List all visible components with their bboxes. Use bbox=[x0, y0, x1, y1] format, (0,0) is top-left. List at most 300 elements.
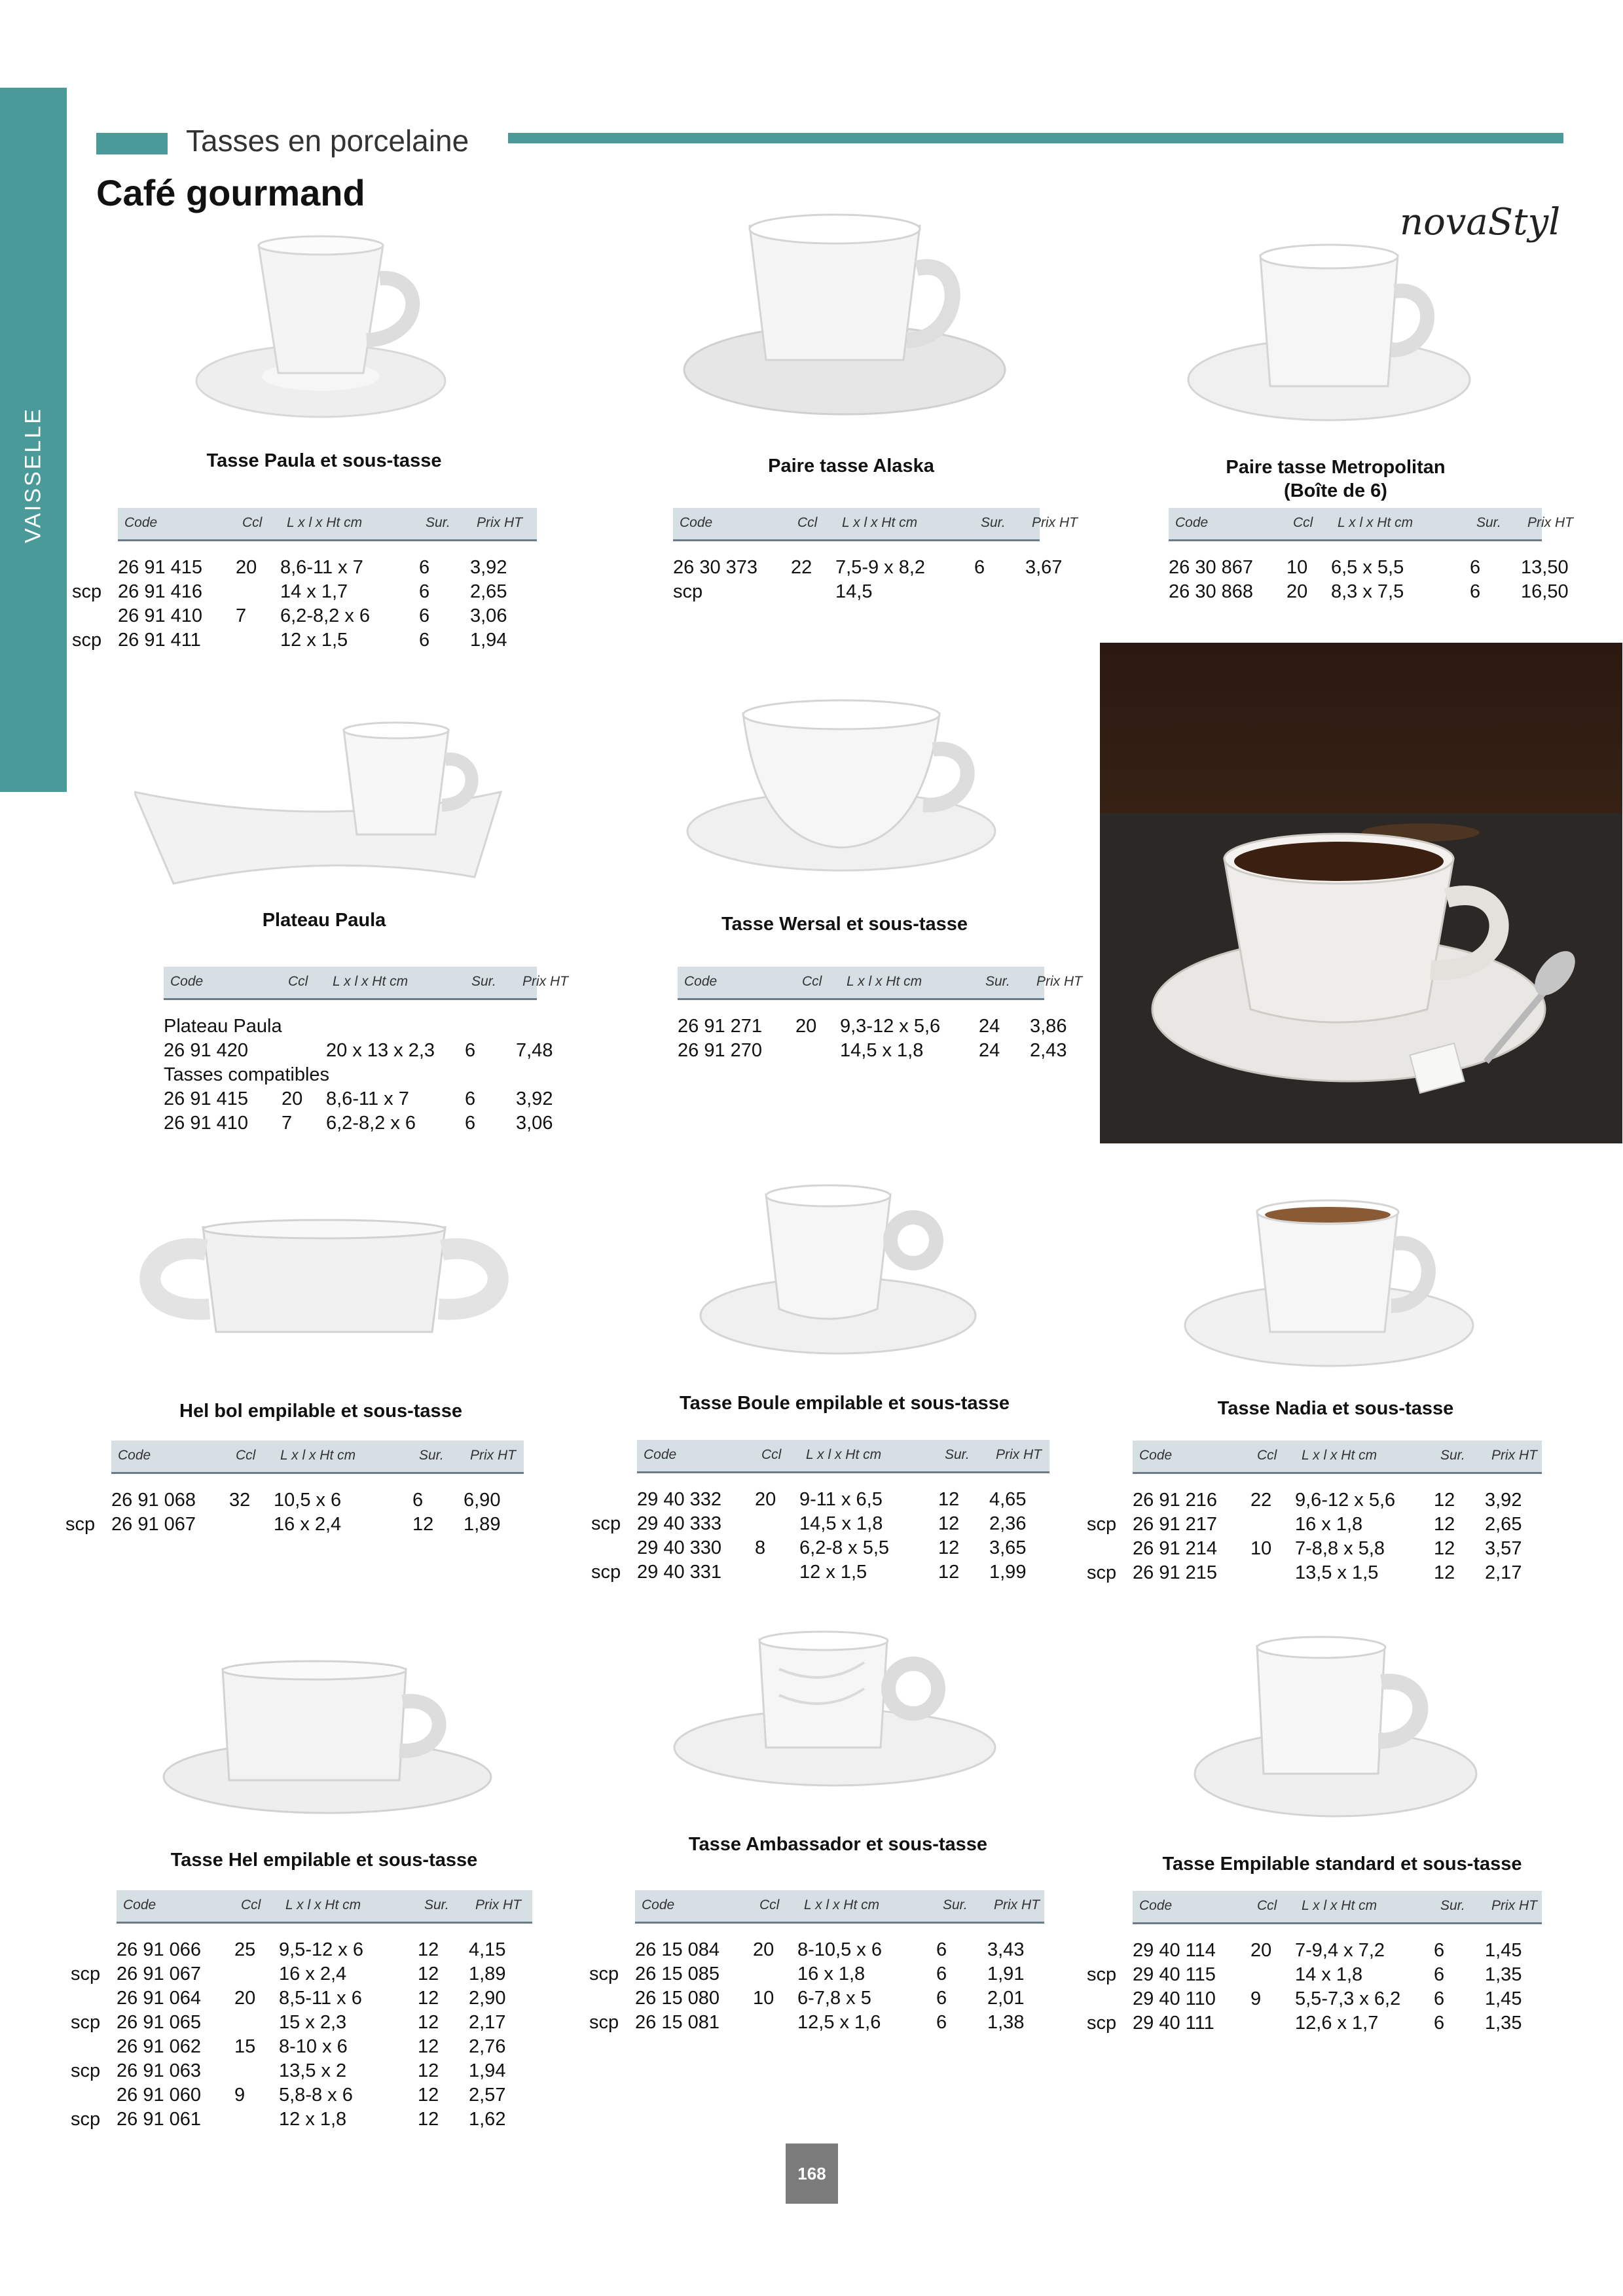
column-header-prix: Prix HT bbox=[1491, 1448, 1537, 1463]
table-row bbox=[71, 2035, 532, 2059]
cell-dims: 13,5 x 2 bbox=[279, 2060, 347, 2081]
column-header-dims: L x l x Ht cm bbox=[1338, 515, 1413, 530]
cell-sur: 24 bbox=[979, 1040, 1000, 1061]
cell-dims: 14 x 1,8 bbox=[1295, 1964, 1363, 1985]
cell-dims: 12 x 1,5 bbox=[280, 630, 348, 651]
cell-prix: 4,65 bbox=[989, 1489, 1027, 1510]
column-header-ccl: Ccl bbox=[1293, 515, 1313, 530]
cell-code: 26 91 411 bbox=[118, 630, 201, 651]
product-title: Tasse Wersal et sous-tasse bbox=[721, 914, 968, 935]
price-table bbox=[71, 1890, 532, 2132]
column-header-sur: Sur. bbox=[1440, 1448, 1465, 1463]
cell-prix: 2,01 bbox=[987, 1988, 1025, 2009]
cell-code: 26 15 084 bbox=[635, 1939, 720, 1960]
cell-sur: 6 bbox=[465, 1088, 476, 1109]
column-header-dims: L x l x Ht cm bbox=[280, 1448, 356, 1463]
column-header-sur: Sur. bbox=[471, 974, 496, 989]
cell-sur: 12 bbox=[1434, 1562, 1455, 1583]
cell-dims: 12,5 x 1,6 bbox=[797, 2012, 881, 2033]
table-row bbox=[118, 1111, 553, 1136]
cell-dims: 6,2-8,2 x 6 bbox=[280, 605, 371, 626]
cell-dims: 16 x 1,8 bbox=[797, 1964, 866, 1984]
cell-ccl: 9 bbox=[234, 2085, 246, 2106]
table-header bbox=[678, 967, 1082, 1000]
cell-dims: 9,5-12 x 6 bbox=[279, 1939, 363, 1960]
table-row bbox=[65, 1488, 524, 1513]
cell-dims: 12,6 x 1,7 bbox=[1295, 2013, 1379, 2034]
column-header-code: Code bbox=[123, 1897, 156, 1912]
cell-prix: 3,43 bbox=[987, 1939, 1025, 1960]
cell-prix: 3,65 bbox=[989, 1537, 1027, 1558]
column-header-ccl: Ccl bbox=[1257, 1898, 1277, 1913]
side-tab-label: VAISSELLE bbox=[20, 406, 46, 543]
cell-code: 26 91 067 bbox=[111, 1514, 196, 1535]
cell-dims: 8,6-11 x 7 bbox=[326, 1088, 409, 1109]
cell-dims: 14,5 bbox=[835, 581, 873, 602]
product-photo-wersal bbox=[681, 694, 1008, 890]
cell-code: 26 91 060 bbox=[117, 2085, 202, 2106]
table-header bbox=[1133, 1891, 1542, 1924]
scp-marker: scp bbox=[589, 1964, 619, 1984]
cell-prix: 1,91 bbox=[987, 1964, 1025, 1984]
cell-prix: 6,90 bbox=[464, 1490, 501, 1511]
column-header-code: Code bbox=[124, 515, 158, 530]
column-header-code: Code bbox=[1139, 1898, 1173, 1913]
column-header-sur: Sur. bbox=[945, 1447, 970, 1462]
column-header-prix: Prix HT bbox=[1527, 515, 1573, 530]
table-row bbox=[71, 1938, 532, 1962]
table-row bbox=[589, 1986, 1044, 2011]
product-title: Tasse Nadia et sous-tasse bbox=[1217, 1398, 1454, 1419]
cell-sur: 12 bbox=[418, 2012, 439, 2033]
table-row bbox=[589, 1962, 1044, 1986]
cell-sur: 6 bbox=[419, 557, 430, 578]
column-header-sur: Sur. bbox=[426, 515, 450, 530]
column-header-prix: Prix HT bbox=[994, 1897, 1040, 1912]
cell-code: 26 91 216 bbox=[1133, 1490, 1218, 1511]
cell-sur: 12 bbox=[418, 1988, 439, 2009]
table-row bbox=[1087, 1513, 1542, 1537]
cell-prix: 3,92 bbox=[516, 1088, 553, 1109]
table-header bbox=[1169, 508, 1573, 541]
table-header bbox=[164, 967, 568, 1000]
column-header-prix: Prix HT bbox=[1032, 515, 1078, 530]
cell-prix: 1,94 bbox=[470, 630, 507, 651]
price-table bbox=[1087, 1441, 1542, 1585]
product-title: Paire tasse Alaska bbox=[768, 456, 934, 476]
cell-dims: 13,5 x 1,5 bbox=[1295, 1562, 1379, 1583]
product-title: Tasse Boule empilable et sous-tasse bbox=[680, 1393, 1010, 1414]
cell-prix: 1,89 bbox=[469, 1964, 506, 1984]
cell-sur: 6 bbox=[974, 557, 985, 578]
table-row bbox=[72, 628, 537, 653]
cell-code: 29 40 330 bbox=[637, 1537, 722, 1558]
column-header-ccl: Ccl bbox=[288, 974, 308, 989]
table-row bbox=[71, 1986, 532, 2011]
cell-sur: 12 bbox=[418, 1939, 439, 1960]
column-header-ccl: Ccl bbox=[236, 1448, 256, 1463]
cell-dims: 8-10,5 x 6 bbox=[797, 1939, 882, 1960]
column-header-sur: Sur. bbox=[981, 515, 1006, 530]
cell-dims: 7-9,4 x 7,2 bbox=[1295, 1940, 1385, 1961]
cell-code: 26 91 415 bbox=[118, 557, 203, 578]
cell-sur: 24 bbox=[979, 1016, 1000, 1037]
cell-ccl: 9 bbox=[1250, 1988, 1262, 2009]
cell-code: 26 91 066 bbox=[117, 1939, 202, 1960]
table-row bbox=[591, 1488, 1049, 1512]
table-row bbox=[71, 1962, 532, 1986]
cell-prix: 3,06 bbox=[516, 1113, 553, 1134]
price-table bbox=[65, 1441, 524, 1537]
column-header-dims: L x l x Ht cm bbox=[847, 974, 922, 989]
cell-ccl: 20 bbox=[236, 557, 257, 578]
cell-code: 26 91 217 bbox=[1133, 1514, 1218, 1535]
table-header bbox=[111, 1441, 524, 1474]
cell-prix: 3,57 bbox=[1485, 1538, 1522, 1559]
cell-sur: 12 bbox=[1434, 1538, 1455, 1559]
table-header bbox=[673, 508, 1078, 541]
cell-code: 26 91 420 bbox=[164, 1040, 249, 1061]
table-row bbox=[118, 1014, 537, 1039]
cell-prix: 3,67 bbox=[1025, 557, 1063, 578]
cell-dims: 9,6-12 x 5,6 bbox=[1295, 1490, 1396, 1511]
cell-prix: 2,36 bbox=[989, 1513, 1027, 1534]
table-row bbox=[632, 1014, 1067, 1039]
product-photo-plateau-paula bbox=[134, 720, 514, 890]
table-header bbox=[1133, 1441, 1542, 1474]
column-header-code: Code bbox=[170, 974, 204, 989]
scp-marker: scp bbox=[1087, 1514, 1117, 1535]
cell-prix: 13,50 bbox=[1521, 557, 1569, 578]
product-title: Tasse Empilable standard et sous-tasse bbox=[1162, 1854, 1522, 1874]
product-title: Hel bol empilable et sous-tasse bbox=[179, 1401, 462, 1422]
cell-dims: 16 x 1,8 bbox=[1295, 1514, 1363, 1535]
cell-sur: 12 bbox=[1434, 1514, 1455, 1535]
column-header-dims: L x l x Ht cm bbox=[806, 1447, 882, 1462]
cell-sur: 6 bbox=[1434, 2013, 1445, 2034]
cell-ccl: 20 bbox=[282, 1088, 303, 1109]
column-header-sur: Sur. bbox=[985, 974, 1010, 989]
table-row bbox=[627, 556, 1063, 580]
cell-ccl: 20 bbox=[1250, 1940, 1272, 1961]
table-row bbox=[591, 1536, 1049, 1560]
column-header-code: Code bbox=[1175, 515, 1209, 530]
cell-code: scp bbox=[673, 581, 703, 602]
column-header-sur: Sur. bbox=[424, 1897, 449, 1912]
cell-sur: 12 bbox=[418, 2085, 439, 2106]
cell-dims: 5,5-7,3 x 6,2 bbox=[1295, 1988, 1401, 2009]
column-header-ccl: Ccl bbox=[1257, 1448, 1277, 1463]
table-row bbox=[72, 580, 537, 604]
column-header-code: Code bbox=[644, 1447, 677, 1462]
column-header-dims: L x l x Ht cm bbox=[1302, 1448, 1377, 1463]
column-header-prix: Prix HT bbox=[475, 1897, 521, 1912]
scp-marker: scp bbox=[71, 2109, 101, 2130]
cell-code: 29 40 331 bbox=[637, 1562, 722, 1583]
cell-sur: 12 bbox=[418, 2060, 439, 2081]
cell-code: 26 30 373 bbox=[673, 557, 758, 578]
table-row bbox=[1087, 1561, 1542, 1585]
cell-sur: 12 bbox=[418, 2109, 439, 2130]
column-header-code: Code bbox=[684, 974, 718, 989]
cell-prix: 4,15 bbox=[469, 1939, 506, 1960]
cell-code: Plateau Paula bbox=[164, 1016, 282, 1037]
scp-marker: scp bbox=[591, 1562, 621, 1583]
cell-sur: 6 bbox=[936, 1988, 947, 2009]
cell-code: Tasses compatibles bbox=[164, 1064, 330, 1085]
cell-code: 26 91 410 bbox=[164, 1113, 249, 1134]
cell-prix: 1,45 bbox=[1485, 1940, 1522, 1961]
cell-code: 26 91 416 bbox=[118, 581, 203, 602]
cell-code: 29 40 110 bbox=[1133, 1988, 1216, 2009]
cell-ccl: 20 bbox=[234, 1988, 256, 2009]
cell-prix: 2,17 bbox=[469, 2012, 506, 2033]
cell-sur: 6 bbox=[936, 2012, 947, 2033]
column-header-prix: Prix HT bbox=[1491, 1898, 1537, 1913]
cell-dims: 8,6-11 x 7 bbox=[280, 557, 363, 578]
price-table bbox=[1123, 508, 1573, 604]
cell-dims: 8-10 x 6 bbox=[279, 2036, 348, 2057]
scp-marker: scp bbox=[71, 2060, 101, 2081]
cell-code: 29 40 114 bbox=[1133, 1940, 1216, 1961]
table-row bbox=[1087, 1488, 1542, 1513]
product-photo-boule bbox=[694, 1178, 995, 1374]
table-header bbox=[117, 1890, 532, 1924]
scp-marker: scp bbox=[591, 1513, 621, 1534]
cell-ccl: 10 bbox=[1250, 1538, 1272, 1559]
table-row bbox=[71, 2059, 532, 2083]
product-photo-metropolitan bbox=[1178, 236, 1480, 432]
cell-ccl: 10 bbox=[1286, 557, 1308, 578]
price-table bbox=[72, 508, 537, 653]
column-header-ccl: Ccl bbox=[241, 1897, 261, 1912]
cell-ccl: 20 bbox=[753, 1939, 775, 1960]
cell-code: 26 15 081 bbox=[635, 2012, 720, 2033]
cell-ccl: 10 bbox=[753, 1988, 775, 2009]
cell-dims: 6,2-8,2 x 6 bbox=[326, 1113, 416, 1134]
cell-prix: 2,65 bbox=[1485, 1514, 1522, 1535]
column-header-sur: Sur. bbox=[1476, 515, 1501, 530]
cell-sur: 12 bbox=[938, 1513, 960, 1534]
price-table bbox=[1087, 1891, 1542, 2036]
scp-marker: scp bbox=[1087, 1964, 1117, 1985]
cell-dims: 7,5-9 x 8,2 bbox=[835, 557, 926, 578]
column-header-code: Code bbox=[118, 1448, 151, 1463]
cell-prix: 3,86 bbox=[1030, 1016, 1067, 1037]
product-title: Tasse Paula et sous-tasse bbox=[206, 450, 442, 471]
table-header bbox=[635, 1890, 1044, 1924]
price-table bbox=[627, 508, 1078, 604]
cell-code: 26 15 085 bbox=[635, 1964, 720, 1984]
cell-code: 26 91 410 bbox=[118, 605, 203, 626]
table-row bbox=[71, 2011, 532, 2035]
cell-sur: 12 bbox=[418, 2036, 439, 2057]
cell-code: 26 91 062 bbox=[117, 2036, 202, 2057]
price-table bbox=[591, 1440, 1049, 1585]
cell-dims: 15 x 2,3 bbox=[279, 2012, 347, 2033]
cell-dims: 5,8-8 x 6 bbox=[279, 2085, 353, 2106]
column-header-prix: Prix HT bbox=[470, 1448, 516, 1463]
cell-ccl: 20 bbox=[755, 1489, 776, 1510]
cell-ccl: 20 bbox=[795, 1016, 817, 1037]
cell-sur: 12 bbox=[938, 1489, 960, 1510]
cell-code: 26 15 080 bbox=[635, 1988, 720, 2009]
header-rule bbox=[508, 133, 1563, 143]
table-row bbox=[1087, 1963, 1542, 1987]
cell-code: 26 91 415 bbox=[164, 1088, 249, 1109]
cell-code: 26 91 065 bbox=[117, 2012, 202, 2033]
header-accent-bar bbox=[96, 133, 168, 154]
cell-prix: 7,48 bbox=[516, 1040, 553, 1061]
column-header-ccl: Ccl bbox=[242, 515, 263, 530]
cell-prix: 3,06 bbox=[470, 605, 507, 626]
price-table bbox=[118, 967, 568, 1136]
cell-code: 26 91 270 bbox=[678, 1040, 763, 1061]
table-row bbox=[118, 1087, 553, 1111]
column-header-dims: L x l x Ht cm bbox=[287, 515, 363, 530]
cell-sur: 12 bbox=[938, 1537, 960, 1558]
column-header-prix: Prix HT bbox=[477, 515, 522, 530]
cell-prix: 2,43 bbox=[1030, 1040, 1067, 1061]
cell-sur: 6 bbox=[1470, 557, 1481, 578]
cell-sur: 12 bbox=[418, 1964, 439, 1984]
cell-ccl: 7 bbox=[282, 1113, 293, 1134]
cell-sur: 6 bbox=[1434, 1964, 1445, 1985]
cell-dims: 6,5 x 5,5 bbox=[1331, 557, 1404, 578]
cell-code: 26 91 064 bbox=[117, 1988, 202, 2009]
product-photo-ambassador bbox=[668, 1623, 1008, 1800]
cell-dims: 6-7,8 x 5 bbox=[797, 1988, 871, 2009]
product-title: Plateau Paula bbox=[262, 910, 386, 931]
cell-dims: 12 x 1,5 bbox=[799, 1562, 867, 1583]
table-row bbox=[589, 1938, 1044, 1962]
cell-prix: 1,94 bbox=[469, 2060, 506, 2081]
scp-marker: scp bbox=[1087, 1562, 1117, 1583]
table-row bbox=[1123, 580, 1569, 604]
cell-code: 26 91 214 bbox=[1133, 1538, 1218, 1559]
cell-ccl: 8 bbox=[755, 1537, 766, 1558]
page-title: Café gourmand bbox=[96, 172, 365, 213]
column-header-prix: Prix HT bbox=[522, 974, 568, 989]
column-header-dims: L x l x Ht cm bbox=[285, 1897, 361, 1912]
cell-sur: 6 bbox=[419, 630, 430, 651]
table-row bbox=[1123, 556, 1569, 580]
page-number: 168 bbox=[786, 2144, 838, 2204]
cell-ccl: 22 bbox=[1250, 1490, 1272, 1511]
cell-dims: 10,5 x 6 bbox=[274, 1490, 342, 1511]
cell-code: 29 40 111 bbox=[1133, 2013, 1214, 2034]
cell-sur: 6 bbox=[465, 1113, 476, 1134]
column-header-dims: L x l x Ht cm bbox=[1302, 1898, 1377, 1913]
table-row bbox=[1087, 2011, 1542, 2036]
cell-ccl: 7 bbox=[236, 605, 247, 626]
column-header-code: Code bbox=[1139, 1448, 1173, 1463]
cell-prix: 2,76 bbox=[469, 2036, 506, 2057]
product-photo-nadia bbox=[1178, 1191, 1480, 1381]
cell-prix: 1,35 bbox=[1485, 2013, 1522, 2034]
cell-dims: 14,5 x 1,8 bbox=[799, 1513, 883, 1534]
cell-dims: 20 x 13 x 2,3 bbox=[326, 1040, 435, 1061]
cell-prix: 2,65 bbox=[470, 581, 507, 602]
table-row bbox=[589, 2011, 1044, 2035]
product-photo-paula bbox=[183, 229, 458, 425]
table-row bbox=[72, 604, 537, 628]
cell-prix: 3,92 bbox=[1485, 1490, 1522, 1511]
cell-prix: 2,57 bbox=[469, 2085, 506, 2106]
cell-code: 26 91 061 bbox=[117, 2109, 202, 2130]
cell-sur: 6 bbox=[936, 1939, 947, 1960]
cell-dims: 16 x 2,4 bbox=[279, 1964, 347, 1984]
table-row bbox=[632, 1039, 1067, 1063]
column-header-dims: L x l x Ht cm bbox=[842, 515, 918, 530]
table-header bbox=[637, 1440, 1049, 1473]
cell-code: 26 30 867 bbox=[1169, 557, 1254, 578]
price-table bbox=[632, 967, 1082, 1063]
cell-sur: 6 bbox=[419, 581, 430, 602]
cell-dims: 12 x 1,8 bbox=[279, 2109, 347, 2130]
column-header-prix: Prix HT bbox=[996, 1447, 1042, 1462]
table-row bbox=[627, 580, 1040, 604]
cell-dims: 9,3-12 x 5,6 bbox=[840, 1016, 941, 1037]
product-title: Tasse Hel empilable et sous-tasse bbox=[170, 1850, 478, 1871]
product-title: Paire tasse Metropolitan (Boîte de 6) bbox=[1226, 457, 1446, 501]
table-row bbox=[1087, 1939, 1542, 1963]
cell-sur: 6 bbox=[1470, 581, 1481, 602]
cell-dims: 14 x 1,7 bbox=[280, 581, 348, 602]
cell-prix: 2,90 bbox=[469, 1988, 506, 2009]
product-photo-empilable-standard bbox=[1185, 1630, 1486, 1826]
cell-prix: 1,45 bbox=[1485, 1988, 1522, 2009]
cell-sur: 6 bbox=[419, 605, 430, 626]
cell-ccl: 25 bbox=[234, 1939, 256, 1960]
cell-dims: 9-11 x 6,5 bbox=[799, 1489, 883, 1510]
cell-code: 26 30 868 bbox=[1169, 581, 1254, 602]
cell-code: 29 40 332 bbox=[637, 1489, 722, 1510]
product-photo-alaska bbox=[674, 209, 1015, 425]
scp-marker: scp bbox=[65, 1514, 96, 1535]
cell-sur: 12 bbox=[412, 1514, 434, 1535]
cell-ccl: 15 bbox=[234, 2036, 256, 2057]
cell-sur: 6 bbox=[1434, 1988, 1445, 2009]
column-header-dims: L x l x Ht cm bbox=[804, 1897, 880, 1912]
cell-sur: 12 bbox=[1434, 1490, 1455, 1511]
cell-code: 26 91 215 bbox=[1133, 1562, 1218, 1583]
section-title: Tasses en porcelaine bbox=[186, 124, 469, 158]
cell-dims: 6,2-8 x 5,5 bbox=[799, 1537, 890, 1558]
cell-code: 26 91 068 bbox=[111, 1490, 196, 1511]
column-header-ccl: Ccl bbox=[759, 1897, 780, 1912]
table-row bbox=[118, 1063, 537, 1087]
column-header-prix: Prix HT bbox=[1036, 974, 1082, 989]
table-row bbox=[591, 1512, 1049, 1536]
column-header-code: Code bbox=[680, 515, 713, 530]
table-row bbox=[71, 2108, 532, 2132]
column-header-sur: Sur. bbox=[1440, 1898, 1465, 1913]
column-header-dims: L x l x Ht cm bbox=[333, 974, 409, 989]
coffee-ambiance-photo bbox=[1100, 643, 1622, 1143]
cell-prix: 1,62 bbox=[469, 2109, 506, 2130]
cell-ccl: 32 bbox=[229, 1490, 251, 1511]
cell-prix: 1,89 bbox=[464, 1514, 501, 1535]
scp-marker: scp bbox=[71, 2012, 101, 2033]
cell-dims: 16 x 2,4 bbox=[274, 1514, 342, 1535]
cell-code: 26 91 067 bbox=[117, 1964, 202, 1984]
table-row bbox=[591, 1560, 1049, 1585]
table-row bbox=[1087, 1537, 1542, 1561]
table-row bbox=[71, 2083, 532, 2108]
cell-code: 26 91 063 bbox=[117, 2060, 202, 2081]
cell-code: 29 40 333 bbox=[637, 1513, 722, 1534]
